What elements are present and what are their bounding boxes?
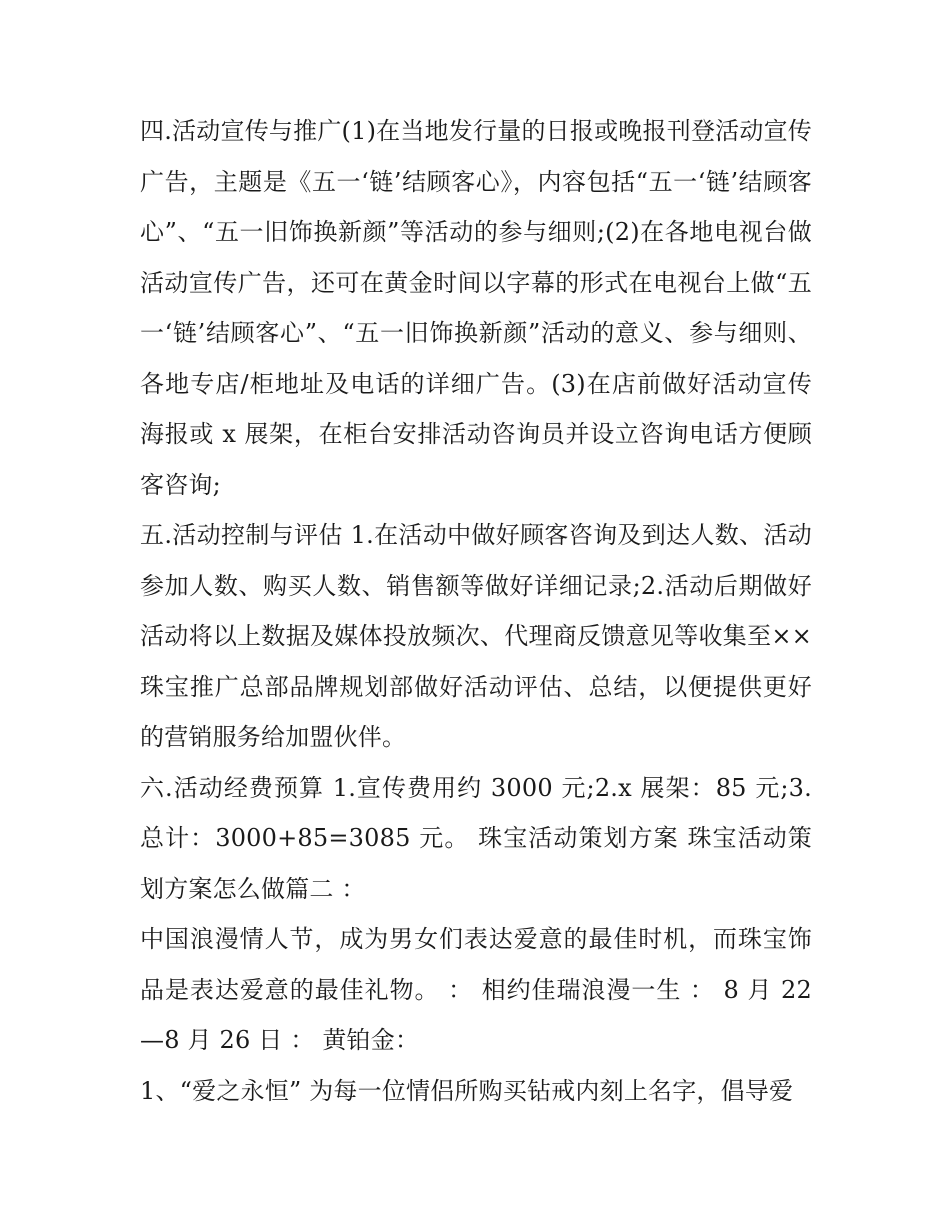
document-body xyxy=(140,106,812,1116)
paragraph-budget: 六.活动经费预算 1.宣传费用约 3000 元;2.x 展架：85 元;3.总计：3000+85=3085 元。 珠宝活动策划方案 珠宝活动策划方案怎么做篇二 ： xyxy=(140,773,812,903)
paragraph-valentine-intro: 中国浪漫情人节，成为男女们表达爱意的最佳时机，而珠宝饰品是表达爱意的最佳礼物。 ： 相约佳瑞浪漫一生 ： 8 月 22—8 月 26 日 ： 黄铂金： xyxy=(140,925,812,1054)
paragraph-publicity: 四.活动宣传与推广(1)在当地发行量的日报或晚报刊登活动宣传广告，主题是《五一‘链’结顾客心》，内容包括“五一‘链’结顾客心”、“五一旧饰换新颜”等活动的参与细则;(2)在各地电视台做活动宣传广告，还可在黄金时间以字幕的形式在电视台上做“五一‘链’结顾客心”、“五一旧饰换新颜”活动的意义、参与细则、各地专店/柜地址及电话的详细广告。(3)在店前做好活动宣传海报或 x 展架，在柜台安排活动咨询员并设立咨询电话方便顾客咨询; xyxy=(140,117,812,499)
paragraph-control-evaluation: 五.活动控制与评估 1.在活动中做好顾客咨询及到达人数、活动参加人数、购买人数、销售额等做好详细记录;2.活动后期做好活动将以上数据及媒体投放频次、代理商反馈意见等收集至××珠宝推广总部品牌规划部做好活动评估、总结，以便提供更好的营销服务给加盟伙伴。 xyxy=(140,521,812,751)
paragraph-item-1: 1、“爱之永恒” 为每一位情侣所购买钻戒内刻上名字，倡导爱 xyxy=(140,1076,794,1105)
